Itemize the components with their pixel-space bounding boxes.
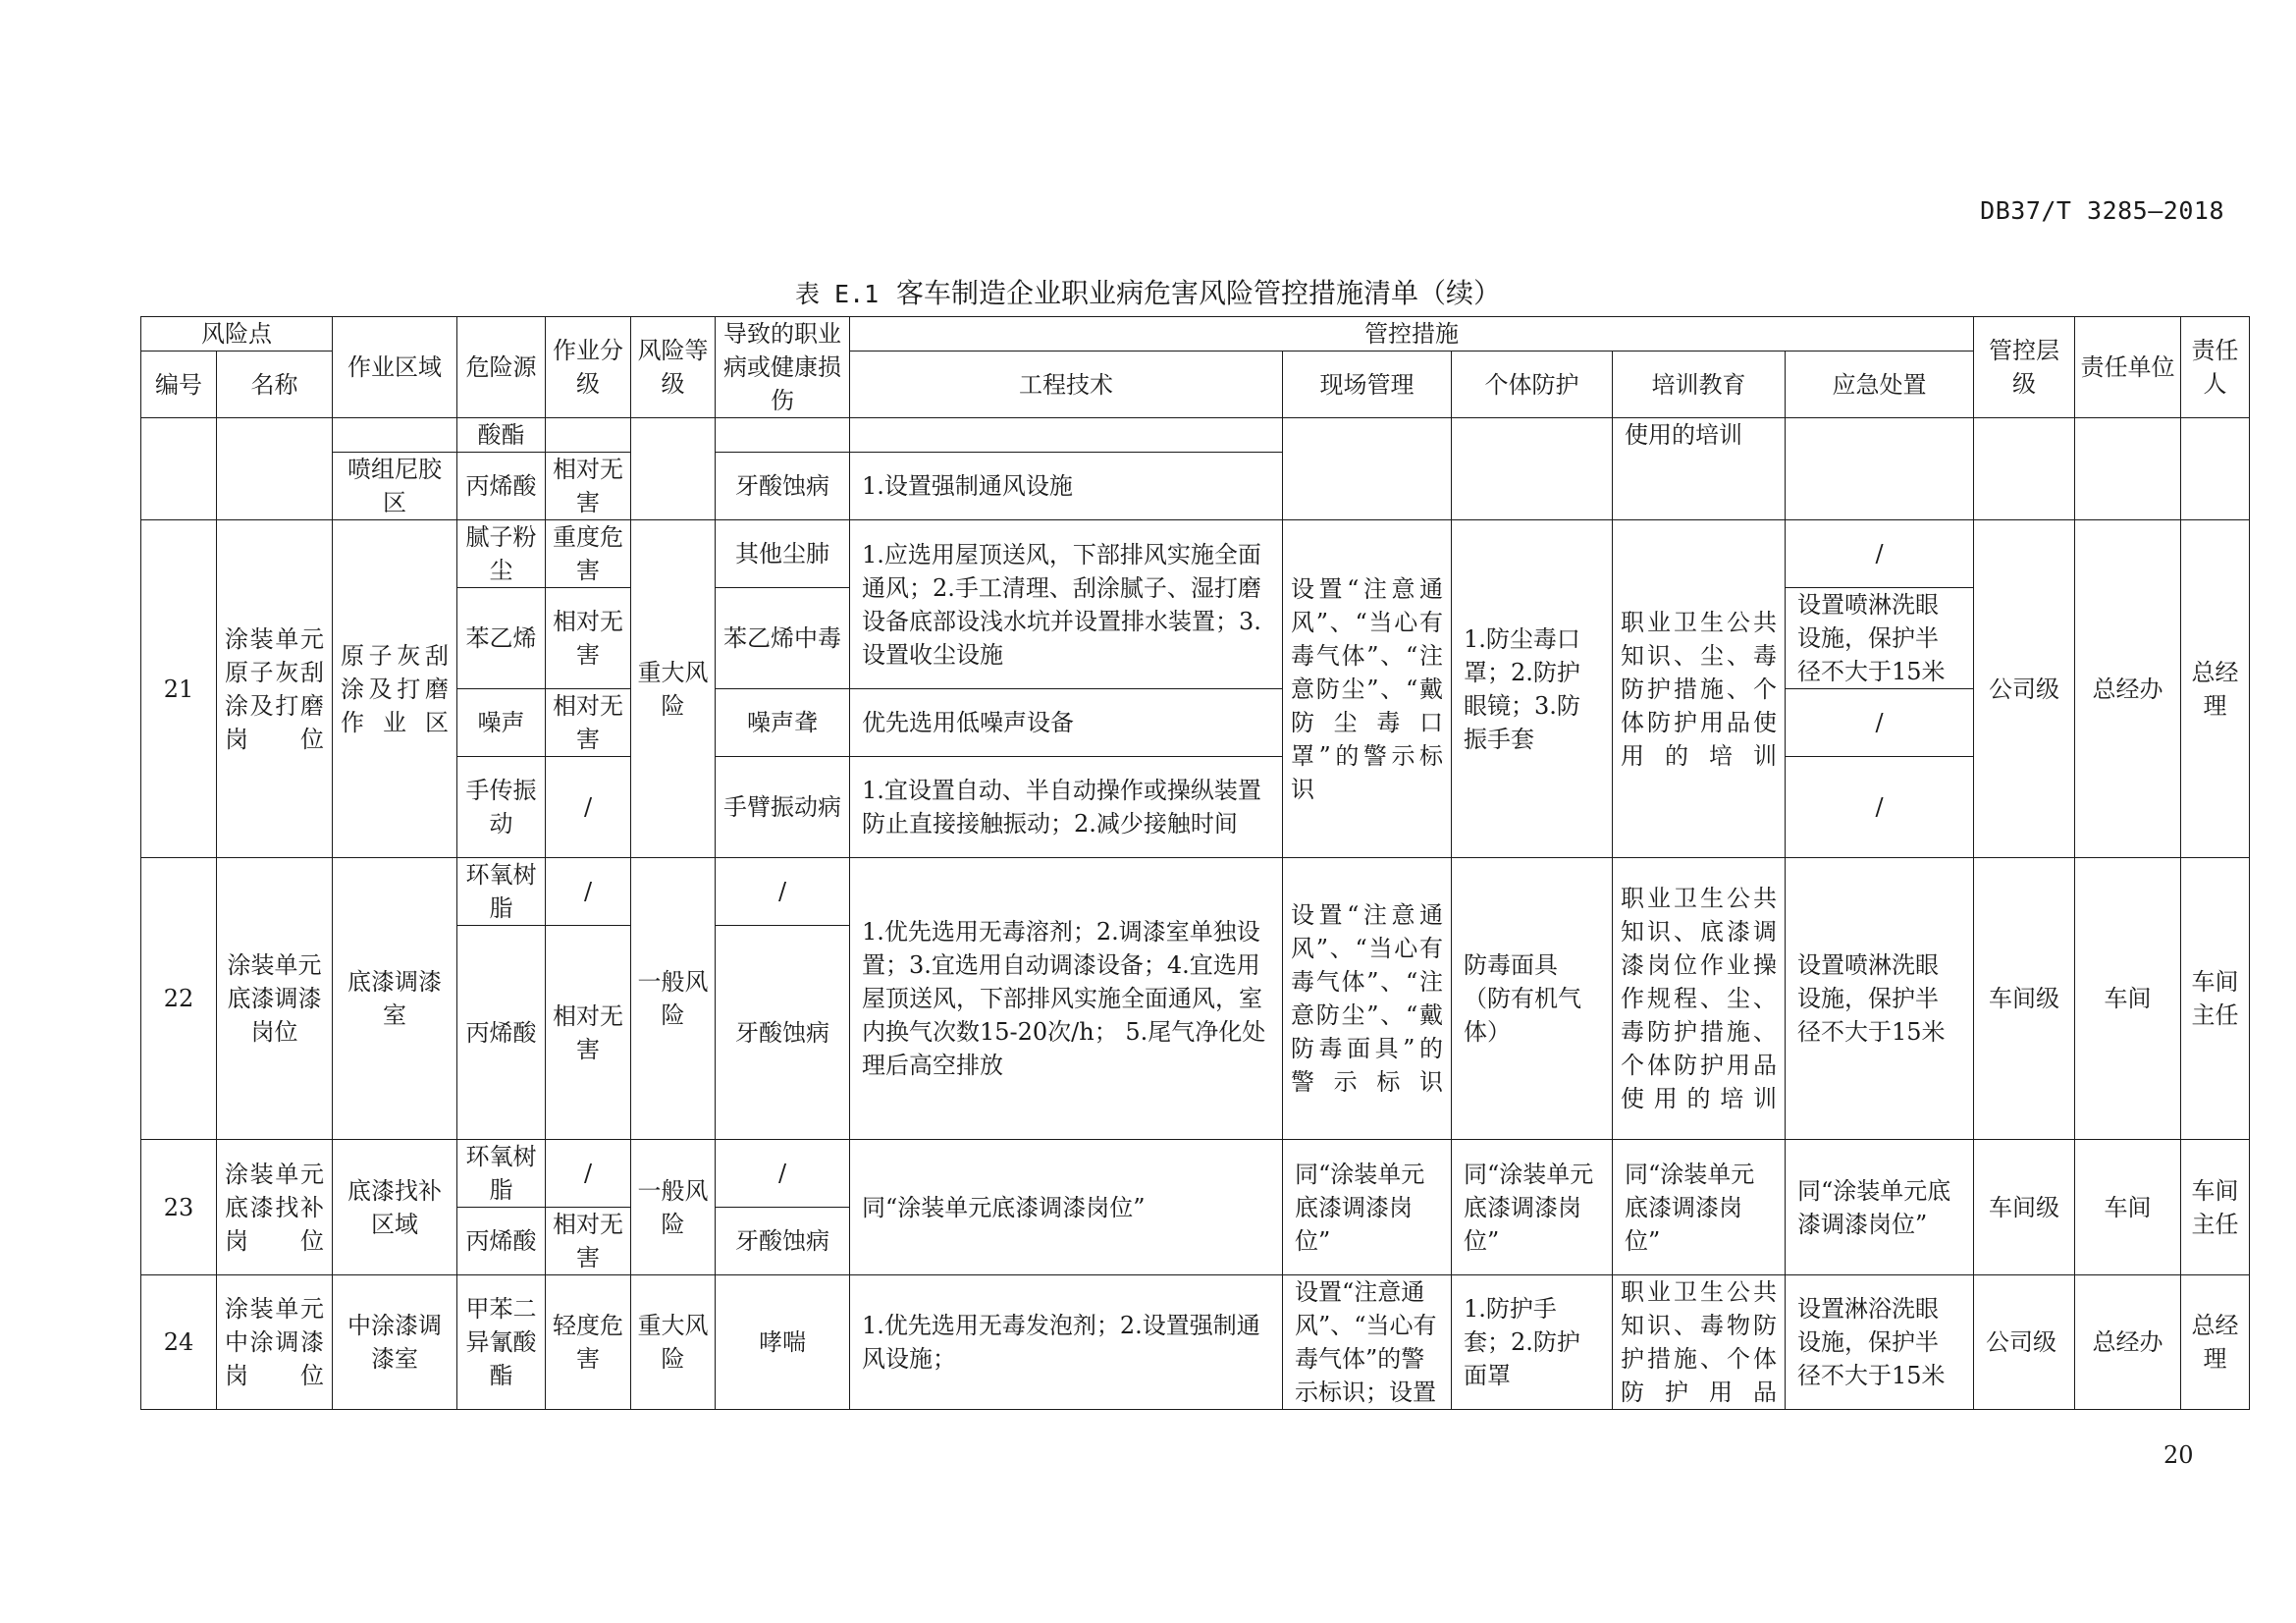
- work-area-cell: 底漆找补区域: [333, 1140, 457, 1275]
- engineering-cell: 1.应选用屋顶送风，下部排风实施全面通风；2.手工清理、刮涂腻子、湿打磨设备底部设浅水坑并设置排水装置；3.设置收尘设施: [850, 520, 1283, 689]
- disease-cell: /: [716, 858, 850, 926]
- row-no: 23: [141, 1140, 217, 1275]
- disease-cell: 噪声聋: [716, 689, 850, 757]
- risk-level-cell: 一般风险: [631, 1140, 716, 1275]
- ppe-cell: 1.防护手套；2.防护面罩: [1452, 1275, 1613, 1410]
- work-grade-cell: 相对无害: [546, 453, 631, 520]
- control-level-cell: 车间级: [1974, 858, 2075, 1140]
- disease-cell: 哮喘: [716, 1275, 850, 1410]
- responsible-unit-cell: 总经办: [2075, 520, 2181, 858]
- header-site-management: 现场管理: [1283, 352, 1452, 418]
- site-management-cell: 设置“注意通风”、“当心有毒气体”、“注意防尘”、“戴防尘毒口罩”的警示标识: [1283, 520, 1452, 858]
- hazard-source-cell: 甲苯二异氰酸酯: [457, 1275, 546, 1410]
- risk-point-name: 涂装单元中涂调漆岗位: [217, 1275, 333, 1410]
- table-number: 表 E.1: [794, 280, 880, 308]
- table-row: [141, 689, 2250, 757]
- header-engineering: 工程技术: [850, 352, 1283, 418]
- work-grade-cell: 轻度危害: [546, 1275, 631, 1410]
- engineering-cell: 1.设置强制通风设施: [850, 453, 1283, 520]
- risk-control-table: [140, 316, 2250, 1410]
- header-emergency: 应急处置: [1786, 352, 1974, 418]
- engineering-cell: 同“涂装单元底漆调漆岗位”: [850, 1140, 1283, 1275]
- page-number: 20: [2163, 1441, 2194, 1469]
- risk-level-cell: 重大风险: [631, 1275, 716, 1410]
- training-cell: 职业卫生公共知识、尘、毒防护措施、个体防护用品使用的培训: [1613, 520, 1786, 858]
- header-row-1: [141, 317, 2250, 352]
- header-training: 培训教育: [1613, 352, 1786, 418]
- training-cell: 同“涂装单元底漆调漆岗位”: [1613, 1140, 1786, 1275]
- header-work-area: 作业区域: [333, 317, 457, 418]
- work-area-cell: 喷组尼胶区: [333, 453, 457, 520]
- row-no: 22: [141, 858, 217, 1140]
- header-responsible-unit: 责任单位: [2075, 317, 2181, 418]
- work-grade-cell: /: [546, 757, 631, 858]
- standard-code: DB37/T 3285—2018: [1980, 196, 2224, 225]
- header-disease: 导致的职业病或健康损伤: [716, 317, 850, 418]
- work-grade-cell: 相对无害: [546, 1208, 631, 1275]
- header-control-level: 管控层级: [1974, 317, 2075, 418]
- engineering-cell: 1.优先选用无毒发泡剂；2.设置强制通风设施；: [850, 1275, 1283, 1410]
- hazard-source-cell: 酸酯: [457, 418, 546, 453]
- header-name: 名称: [217, 352, 333, 418]
- control-level-cell: 公司级: [1974, 1275, 2075, 1410]
- work-area-cell: 中涂漆调漆室: [333, 1275, 457, 1410]
- hazard-source-cell: 手传振动: [457, 757, 546, 858]
- engineering-cell: 1.优先选用无毒溶剂；2.调漆室单独设置；3.宜选用自动调漆设备；4.宜选用屋顶送风，下部排风实施全面通风，室内换气次数15-20次/h； 5.尾气净化处理后高空排放: [850, 858, 1283, 1140]
- work-area-cell: 底漆调漆室: [333, 858, 457, 1140]
- engineering-cell: 1.宜设置自动、半自动操作或操纵装置防止直接接触振动；2.减少接触时间: [850, 757, 1283, 858]
- disease-cell: /: [716, 1140, 850, 1208]
- control-level-cell: 车间级: [1974, 1140, 2075, 1275]
- risk-point-name: 涂装单元底漆调漆岗位: [217, 858, 333, 1140]
- table-caption: 客车制造企业职业病危害风险管控措施清单（续）: [896, 277, 1502, 309]
- disease-cell: 牙酸蚀病: [716, 926, 850, 1140]
- ppe-cell: 1.防尘毒口罩；2.防护眼镜；3.防振手套: [1452, 520, 1613, 858]
- emergency-cell: 设置喷淋洗眼设施，保护半径不大于15米: [1786, 858, 1974, 1140]
- table-row: [141, 1275, 2250, 1410]
- emergency-cell: /: [1786, 520, 1974, 588]
- work-grade-cell: 相对无害: [546, 689, 631, 757]
- responsible-person-cell: 总经理: [2181, 1275, 2250, 1410]
- hazard-source-cell: 丙烯酸: [457, 453, 546, 520]
- disease-cell: 苯乙烯中毒: [716, 588, 850, 689]
- table-row: [141, 858, 2250, 926]
- responsible-unit-cell: 车间: [2075, 858, 2181, 1140]
- training-cell: 职业卫生公共知识、毒物防护措施、个体防护用品: [1613, 1275, 1786, 1410]
- work-grade-cell: 相对无害: [546, 588, 631, 689]
- responsible-person-cell: 总经理: [2181, 520, 2250, 858]
- header-risk-level: 风险等级: [631, 317, 716, 418]
- hazard-source-cell: 腻子粉尘: [457, 520, 546, 588]
- header-responsible-person: 责任人: [2181, 317, 2250, 418]
- training-cell: 使用的培训: [1613, 418, 1786, 520]
- header-no: 编号: [141, 352, 217, 418]
- header-personal-protection: 个体防护: [1452, 352, 1613, 418]
- ppe-cell: 同“涂装单元底漆调漆岗位”: [1452, 1140, 1613, 1275]
- emergency-cell: 设置淋浴洗眼设施，保护半径不大于15米: [1786, 1275, 1974, 1410]
- disease-cell: 手臂振动病: [716, 757, 850, 858]
- disease-cell: 其他尘肺: [716, 520, 850, 588]
- hazard-source-cell: 苯乙烯: [457, 588, 546, 689]
- hazard-source-cell: 噪声: [457, 689, 546, 757]
- hazard-source-cell: 丙烯酸: [457, 1208, 546, 1275]
- emergency-cell: /: [1786, 689, 1974, 757]
- emergency-cell: /: [1786, 757, 1974, 858]
- responsible-unit-cell: 总经办: [2075, 1275, 2181, 1410]
- risk-point-name: 涂装单元原子灰刮涂及打磨岗位: [217, 520, 333, 858]
- work-grade-cell: /: [546, 1140, 631, 1208]
- row-no: 24: [141, 1275, 217, 1410]
- site-management-cell: 同“涂装单元底漆调漆岗位”: [1283, 1140, 1452, 1275]
- header-control-measures: 管控措施: [850, 317, 1974, 352]
- responsible-person-cell: 车间主任: [2181, 1140, 2250, 1275]
- ppe-cell: 防毒面具（防有机气体）: [1452, 858, 1613, 1140]
- table-title: [0, 272, 2296, 311]
- work-grade-cell: 重度危害: [546, 520, 631, 588]
- row-no: 21: [141, 520, 217, 858]
- disease-cell: 牙酸蚀病: [716, 1208, 850, 1275]
- hazard-source-cell: 丙烯酸: [457, 926, 546, 1140]
- emergency-cell: 同“涂装单元底漆调漆岗位”: [1786, 1140, 1974, 1275]
- responsible-unit-cell: 车间: [2075, 1140, 2181, 1275]
- risk-point-name: 涂装单元底漆找补岗位: [217, 1140, 333, 1275]
- site-management-cell: 设置“注意通风”、“当心有毒气体”、“注意防尘”、“戴防毒面具”的警示标识: [1283, 858, 1452, 1140]
- table-row: [141, 418, 2250, 453]
- table-row: [141, 1140, 2250, 1208]
- work-grade-cell: /: [546, 858, 631, 926]
- control-level-cell: 公司级: [1974, 520, 2075, 858]
- hazard-source-cell: 环氧树脂: [457, 858, 546, 926]
- table-row: [141, 757, 2250, 858]
- hazard-source-cell: 环氧树脂: [457, 1140, 546, 1208]
- site-management-cell: 设置“注意通风”、“当心有毒气体”的警示标识；设置: [1283, 1275, 1452, 1410]
- work-area-cell: 原子灰刮涂及打磨作业区: [333, 520, 457, 858]
- engineering-cell: 优先选用低噪声设备: [850, 689, 1283, 757]
- training-cell: 职业卫生公共知识、底漆调漆岗位作业操作规程、尘、毒防护措施、个体防护用品使用的培训: [1613, 858, 1786, 1140]
- header-hazard-source: 危险源: [457, 317, 546, 418]
- work-grade-cell: 相对无害: [546, 926, 631, 1140]
- header-risk-point: 风险点: [141, 317, 333, 352]
- disease-cell: 牙酸蚀病: [716, 453, 850, 520]
- emergency-cell: 设置喷淋洗眼设施，保护半径不大于15米: [1786, 588, 1974, 689]
- table-row: [141, 520, 2250, 588]
- risk-level-cell: 一般风险: [631, 858, 716, 1140]
- responsible-person-cell: 车间主任: [2181, 858, 2250, 1140]
- risk-level-cell: 重大风险: [631, 520, 716, 858]
- header-work-grade: 作业分级: [546, 317, 631, 418]
